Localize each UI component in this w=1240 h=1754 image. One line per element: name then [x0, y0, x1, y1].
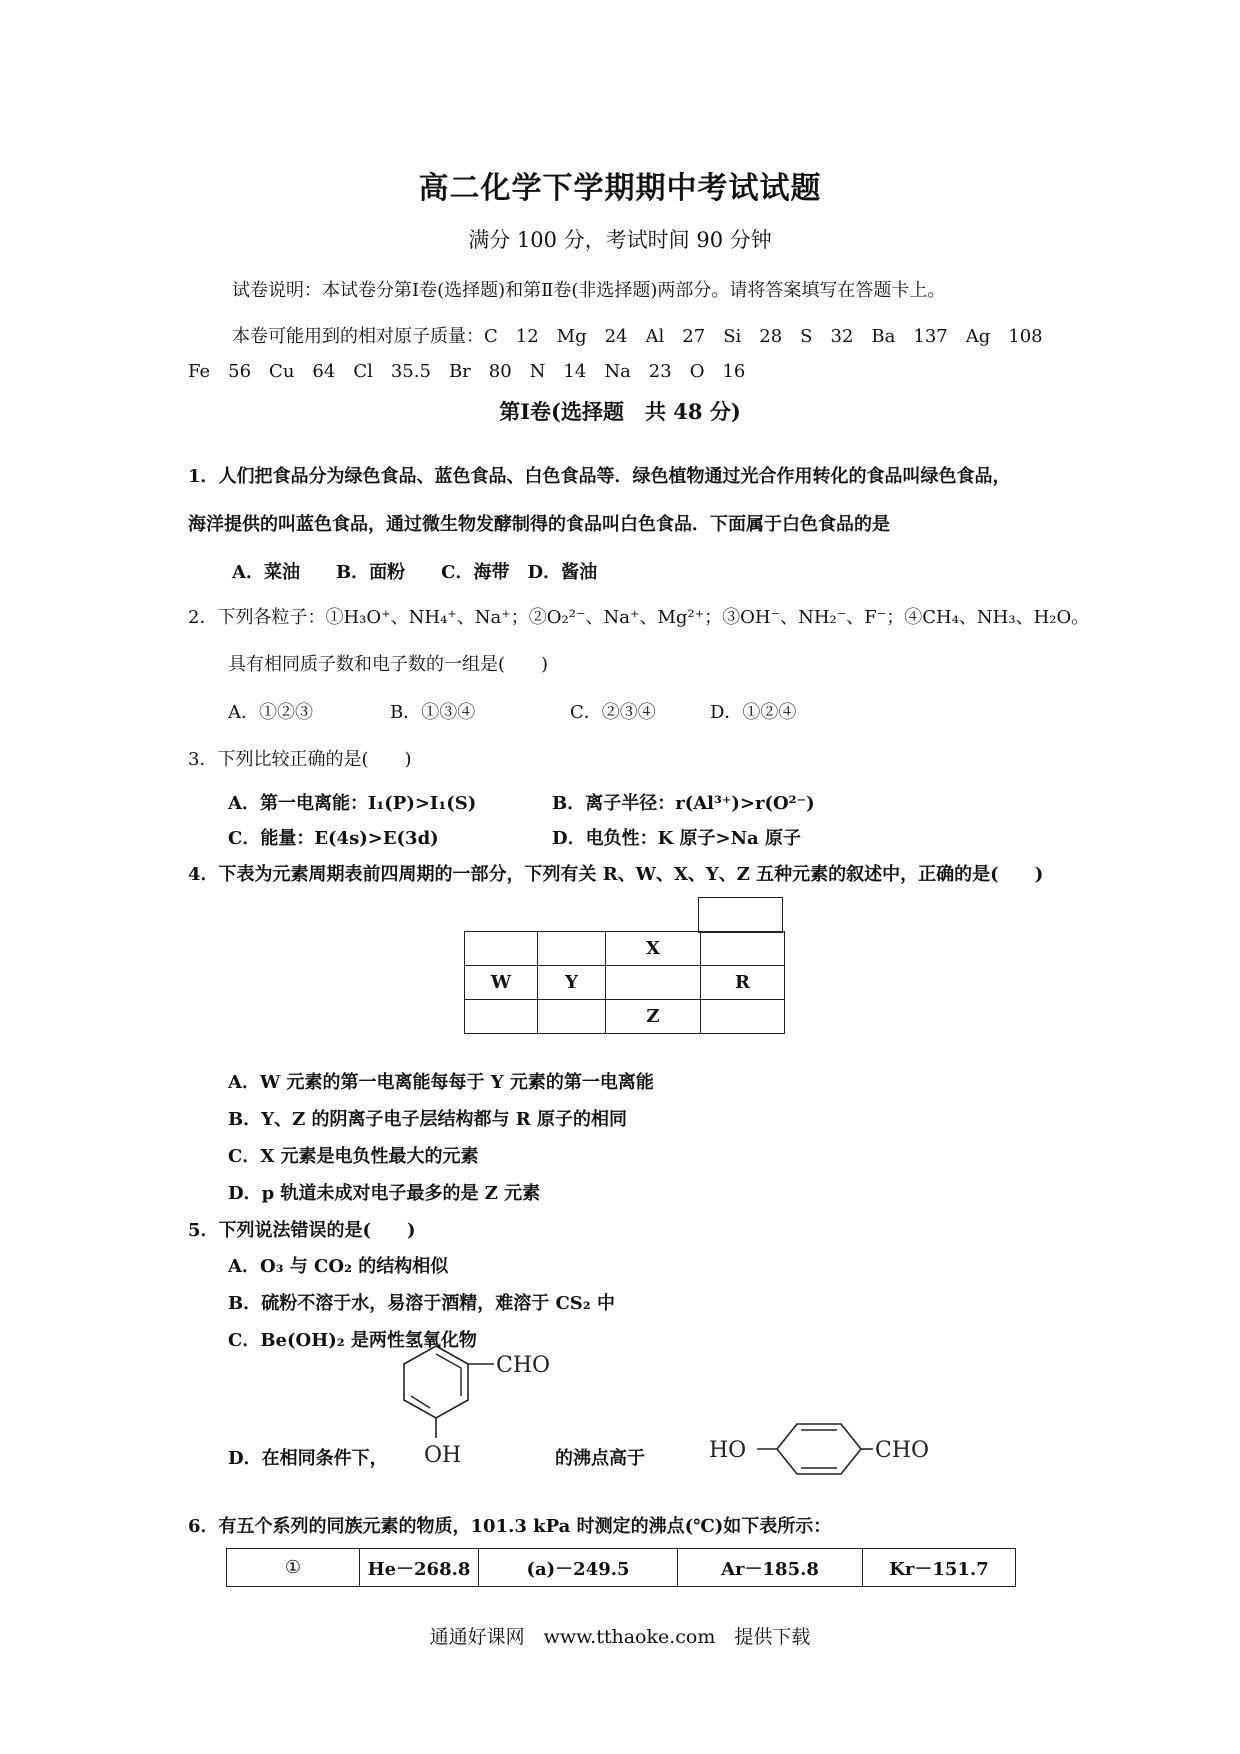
periodic-table-top-cell — [698, 897, 783, 933]
boiling-point-table — [226, 1548, 1016, 1587]
page-title: 高二化学下学期期中考试试题 — [418, 171, 822, 206]
q3-option-a: A．第一电离能：I₁(P)>I₁(S) — [228, 793, 477, 814]
section-1-title: 第Ⅰ卷(选择题 共 48 分) — [499, 399, 741, 424]
q4-stem: 4．下表为元素周期表前四周期的一部分，下列有关 R、W、X、Y、Z 五种元素的叙述中，正确的是( ) — [188, 864, 1044, 885]
q3-option-c: C．能量：E(4s)>E(3d) — [228, 828, 439, 849]
q6-stem: 6．有五个系列的同族元素的物质，101.3 kPa 时测定的沸点(℃)如下表所示： — [188, 1516, 832, 1537]
q2-option-c: C．②③④ — [570, 702, 656, 723]
q5-option-c: C．Be(OH)₂ 是两性氢氧化物 — [228, 1330, 477, 1351]
cell-r: R — [701, 966, 785, 1000]
q1-line-1: 1．人们把食品分为绿色食品、蓝色食品、白色食品等．绿色植物通过光合作用转化的食品叫绿色食品， — [188, 466, 1011, 487]
q1-line-2: 海洋提供的叫蓝色食品，通过微生物发酵制得的食品叫白色食品．下面属于白色食品的是 — [188, 514, 890, 535]
q2-option-b: B．①③④ — [390, 702, 476, 723]
mol2-ho-label: HO — [709, 1438, 747, 1463]
page-subtitle: 满分 100 分，考试时间 90 分钟 — [468, 228, 772, 252]
mol1-oh-label: OH — [424, 1443, 462, 1468]
q5-option-d-prefix: D．在相同条件下， — [228, 1448, 388, 1469]
atomic-mass-line-1: 本卷可能用到的相对原子质量：C 12 Mg 24 Al 27 Si 28 S 32 Ba 137 Ag 108 — [232, 326, 1043, 347]
q4-option-a: A．W 元素的第一电离能每每于 Y 元素的第一电离能 — [228, 1072, 654, 1093]
q1-options: A．菜油 B．面粉 C．海带 D．酱油 — [232, 562, 598, 583]
bp-cell-a: (a)－249.5 — [479, 1549, 678, 1587]
q4-option-c: C．X 元素是电负性最大的元素 — [228, 1146, 479, 1167]
q3-option-d: D．电负性：K 原子>Na 原子 — [552, 828, 801, 849]
q3-option-b: B．离子半径：r(Al³⁺)>r(O²⁻) — [552, 793, 815, 814]
q4-option-d: D．p 轨道未成对电子最多的是 Z 元素 — [228, 1183, 541, 1204]
bp-cell-he: He－268.8 — [360, 1549, 479, 1587]
mol2-cho-label: CHO — [875, 1438, 930, 1463]
q3-stem: 3．下列比较正确的是( ) — [188, 749, 412, 770]
atomic-mass-line-2: Fe 56 Cu 64 Cl 35.5 Br 80 N 14 Na 23 O 16 — [188, 361, 746, 382]
periodic-table-fragment — [464, 931, 785, 1034]
q2-line-2: 具有相同质子数和电子数的一组是( ) — [228, 654, 549, 675]
bp-cell-ar: Ar－185.8 — [678, 1549, 863, 1587]
q5-option-b: B．硫粉不溶于水，易溶于酒精，难溶于 CS₂ 中 — [228, 1293, 615, 1314]
cell-x: X — [606, 932, 701, 966]
bp-cell-kr: Kr－151.7 — [863, 1549, 1016, 1587]
cell-w: W — [465, 966, 538, 1000]
cell-y: Y — [538, 966, 606, 1000]
mol1-cho-label: CHO — [496, 1353, 551, 1378]
footer-credit: 通通好课网 www.tthaoke.com 提供下载 — [429, 1626, 811, 1648]
bp-cell-series: ① — [227, 1549, 360, 1587]
q2-option-d: D．①②④ — [710, 702, 797, 723]
q5-option-d-middle: 的沸点高于 — [555, 1448, 645, 1469]
q2-option-a: A．①②③ — [228, 702, 313, 723]
q5-option-a: A．O₃ 与 CO₂ 的结构相似 — [228, 1256, 449, 1277]
exam-note: 试卷说明：本试卷分第Ⅰ卷(选择题)和第Ⅱ卷(非选择题)两部分。请将答案填写在答题卡上。 — [232, 280, 946, 301]
ortho-hydroxybenzaldehyde-structure — [390, 1338, 570, 1468]
cell-z: Z — [606, 1000, 701, 1034]
q4-option-b: B．Y、Z 的阴离子电子层结构都与 R 原子的相同 — [228, 1109, 627, 1130]
para-hydroxybenzaldehyde-structure — [705, 1416, 945, 1482]
q5-stem: 5．下列说法错误的是( ) — [188, 1220, 416, 1241]
q2-line-1: 2．下列各粒子：①H₃O⁺、NH₄⁺、Na⁺；②O₂²⁻、Na⁺、Mg²⁺；③OH⁻、NH₂⁻、F⁻；④CH₄、NH₃、H₂O。 — [188, 607, 1090, 628]
